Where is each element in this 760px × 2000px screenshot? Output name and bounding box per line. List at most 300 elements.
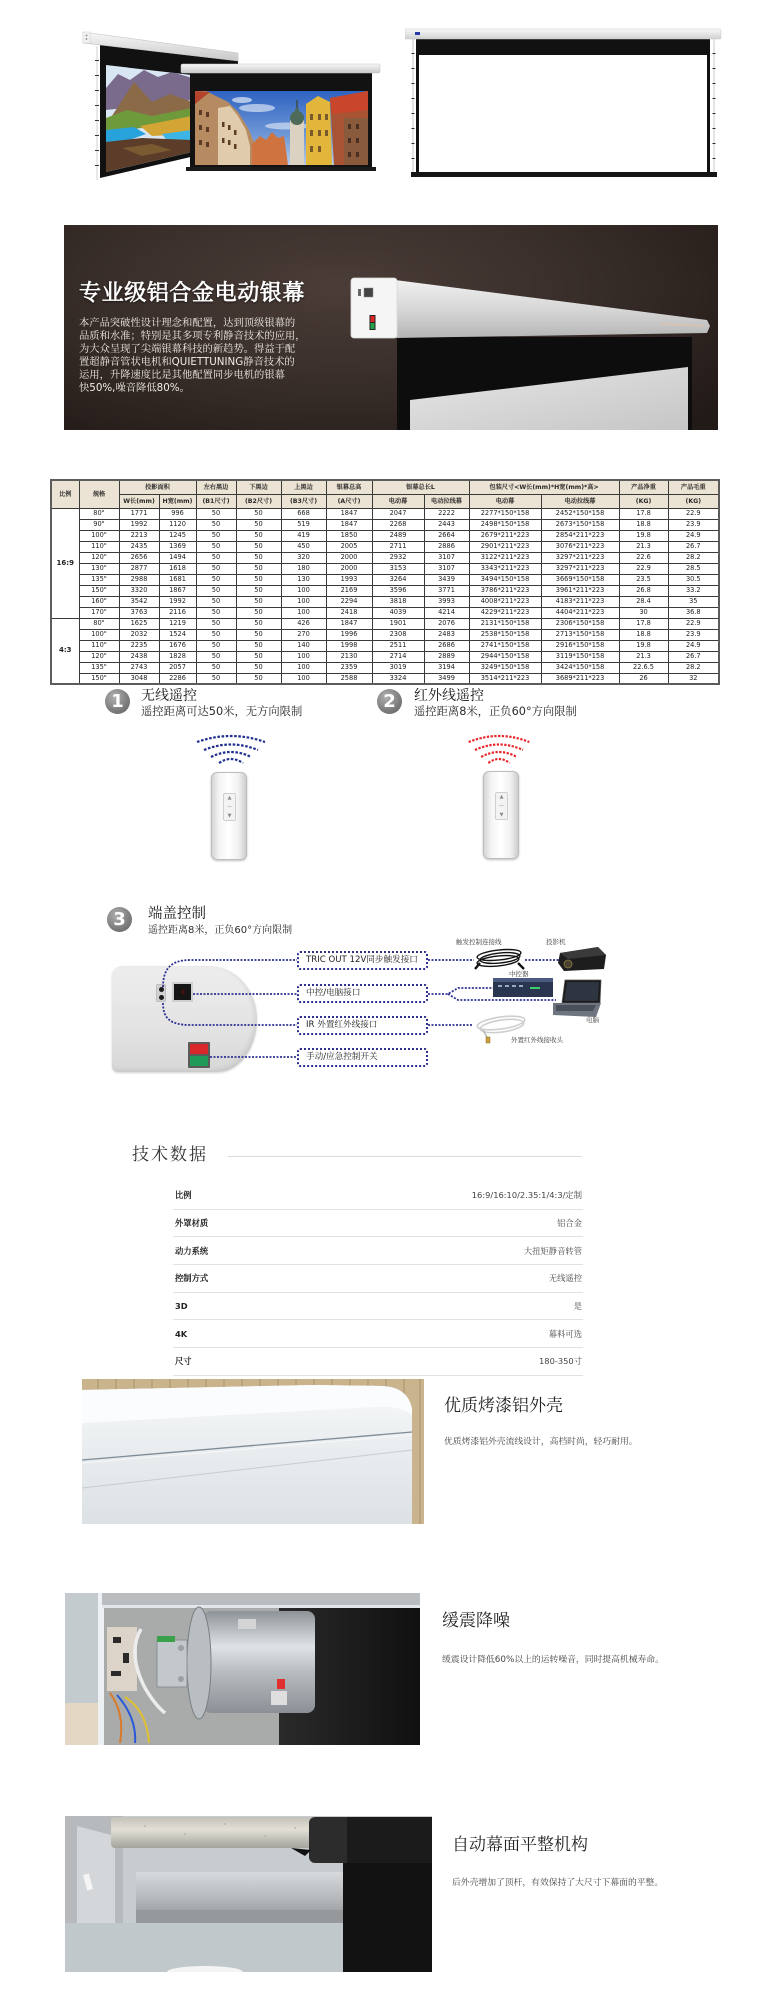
table-cell: 130 xyxy=(281,574,326,585)
table-cell: 3048 xyxy=(119,673,159,684)
table-cell: 100 xyxy=(281,651,326,662)
table-cell: 50 xyxy=(236,574,281,585)
table-cell: 50 xyxy=(196,629,236,640)
table-cell: 3119*150*158 xyxy=(541,651,619,662)
table-cell: 50 xyxy=(196,530,236,541)
projector-icon xyxy=(558,947,606,971)
table-cell: 50 xyxy=(236,552,281,563)
tech-row-3d xyxy=(173,1293,583,1321)
banner-description xyxy=(79,317,339,395)
th-net-weight: 产品净重 xyxy=(619,480,668,494)
step-number-3: 3 xyxy=(107,907,132,932)
table-cell: 3499 xyxy=(424,673,469,684)
table-cell: 50 xyxy=(236,629,281,640)
th-total-length: 银幕总长L xyxy=(372,480,469,494)
table-cell: 50 xyxy=(236,585,281,596)
table-cell: 30 xyxy=(619,607,668,618)
table-cell: 2213 xyxy=(119,530,159,541)
table-cell: 50 xyxy=(196,574,236,585)
table-cell: 1219 xyxy=(159,618,196,629)
tech-value: 幕料可选 xyxy=(548,1328,582,1339)
table-cell: 36.8 xyxy=(668,607,719,618)
header-row xyxy=(51,480,719,494)
table-cell: 23.9 xyxy=(668,519,719,530)
laptop-icon xyxy=(553,980,601,1017)
table-cell: 2000 xyxy=(326,563,372,574)
tech-label: 控制方式 xyxy=(175,1273,209,1284)
table-row xyxy=(51,541,719,552)
table-cell: 419 xyxy=(281,530,326,541)
tech-value: 大扭矩静音转管 xyxy=(523,1245,582,1256)
th-size: 规格 xyxy=(79,480,119,508)
table-cell: 4404*211*223 xyxy=(541,607,619,618)
table-cell: 130" xyxy=(79,563,119,574)
table-cell: 150" xyxy=(79,585,119,596)
table-cell: 100 xyxy=(281,596,326,607)
table-cell: 3019 xyxy=(372,662,424,673)
table-cell: 2306*150*158 xyxy=(541,618,619,629)
table-cell: 110" xyxy=(79,541,119,552)
table-cell: 50 xyxy=(196,563,236,574)
table-cell: 50 xyxy=(196,552,236,563)
table-cell: 3249*150*158 xyxy=(469,662,541,673)
table-cell: 2222 xyxy=(424,508,469,519)
table-cell: 3153 xyxy=(372,563,424,574)
port-manual-switch: 手动/应急控制开关 xyxy=(297,1048,428,1067)
table-cell: 3107 xyxy=(424,552,469,563)
th-gross-unit: (KG) xyxy=(668,494,719,508)
table-cell: 1993 xyxy=(326,574,372,585)
table-cell: 2664 xyxy=(424,530,469,541)
tech-spec-list xyxy=(173,1182,583,1376)
label-projector: 投影机 xyxy=(546,938,566,946)
table-cell: 30.5 xyxy=(668,574,719,585)
wireless-remote xyxy=(211,772,247,860)
table-cell: 3786*211*223 xyxy=(469,585,541,596)
table-cell: 2932 xyxy=(372,552,424,563)
feature-housing-image xyxy=(82,1379,424,1524)
hero-banner xyxy=(64,225,718,430)
step-number-2: 2 xyxy=(377,689,402,714)
table-cell: 50 xyxy=(236,563,281,574)
red-indicator-icon xyxy=(371,316,375,322)
table-cell: 2483 xyxy=(424,629,469,640)
table-cell: 22.6.5 xyxy=(619,662,668,673)
table-cell: 3818 xyxy=(372,596,424,607)
table-cell: 996 xyxy=(159,508,196,519)
table-cell: 26 xyxy=(619,673,668,684)
table-cell: 2268 xyxy=(372,519,424,530)
table-header xyxy=(51,480,719,508)
stop-icon: — xyxy=(499,802,504,809)
table-cell: 3424*150*158 xyxy=(541,662,619,673)
table-cell: 2854*211*223 xyxy=(541,530,619,541)
table-cell: 426 xyxy=(281,618,326,629)
table-cell: 21.3 xyxy=(619,651,668,662)
table-cell: 2944*150*158 xyxy=(469,651,541,662)
table-cell: 2418 xyxy=(326,607,372,618)
table-cell: 3771 xyxy=(424,585,469,596)
table-row xyxy=(51,607,719,618)
brand-logo-icon xyxy=(415,32,420,35)
hero-white-screen-image xyxy=(405,28,723,180)
tech-specs-title: 技术数据 xyxy=(132,1145,208,1165)
table-cell: 2359 xyxy=(326,662,372,673)
table-cell: 50 xyxy=(196,640,236,651)
table-cell: 2130 xyxy=(326,651,372,662)
table-cell: 1847 xyxy=(326,519,372,530)
banner-line: 品质和水准；特别是其多项专利静音技术的应用， xyxy=(79,330,306,342)
table-cell: 17.8 xyxy=(619,508,668,519)
feature-title-flattening: 自动幕面平整机构 xyxy=(452,1835,588,1855)
spec-table-body xyxy=(51,508,719,684)
table-cell: 3122*211*223 xyxy=(469,552,541,563)
table-cell: 3320 xyxy=(119,585,159,596)
th-b1: (B1尺寸) xyxy=(196,494,236,508)
th-bottom-border: 下黑边 xyxy=(236,480,281,494)
table-cell: 4214 xyxy=(424,607,469,618)
table-row xyxy=(51,629,719,640)
control-title-infrared: 红外线遥控 xyxy=(414,688,484,704)
table-cell: 21.3 xyxy=(619,541,668,552)
table-cell: 28.5 xyxy=(668,563,719,574)
table-cell: 1867 xyxy=(159,585,196,596)
control-title-wireless: 无线遥控 xyxy=(141,688,197,704)
table-cell: 17.8 xyxy=(619,618,668,629)
tech-row-control-method xyxy=(173,1265,583,1293)
table-cell: 4183*211*223 xyxy=(541,596,619,607)
table-cell: 2235 xyxy=(119,640,159,651)
control-desc-infrared: 遥控距离8米，正负60°方向限制 xyxy=(414,705,577,718)
table-cell: 3076*211*223 xyxy=(541,541,619,552)
table-cell: 2131*150*158 xyxy=(469,618,541,629)
tech-value: 180-350寸 xyxy=(539,1356,582,1367)
port-ir-external: IR 外置红外线接口 xyxy=(297,1016,428,1035)
table-cell: 4008*211*223 xyxy=(469,596,541,607)
table-cell: 2901*211*223 xyxy=(469,541,541,552)
table-cell: 2005 xyxy=(326,541,372,552)
tech-row-ratio xyxy=(173,1182,583,1210)
label-computer: 电脑 xyxy=(586,1016,599,1024)
table-cell: 2588 xyxy=(326,673,372,684)
label-ir-receiver: 外置红外线接收头 xyxy=(511,1036,563,1044)
table-cell: 3542 xyxy=(119,596,159,607)
tech-value: 是 xyxy=(573,1301,582,1312)
table-cell: 100 xyxy=(281,662,326,673)
table-cell: 2656 xyxy=(119,552,159,563)
table-cell: 519 xyxy=(281,519,326,530)
front-screen-city xyxy=(181,64,380,171)
table-cell: 2452*150*158 xyxy=(541,508,619,519)
label-trigger-cable: 触发控制连接线 xyxy=(456,938,502,946)
table-cell: 135" xyxy=(79,574,119,585)
table-cell: 2988 xyxy=(119,574,159,585)
table-cell: 100 xyxy=(281,673,326,684)
table-row xyxy=(51,563,719,574)
table-cell: 2076 xyxy=(424,618,469,629)
tech-label: 尺寸 xyxy=(175,1356,192,1367)
table-cell: 1828 xyxy=(159,651,196,662)
size-spec-table xyxy=(50,479,720,685)
table-cell: 3669*150*158 xyxy=(541,574,619,585)
table-cell: 50 xyxy=(196,662,236,673)
table-cell: 50 xyxy=(236,530,281,541)
banner-line: 置超静音管状电机和QUIETTUNING静音技术的 xyxy=(79,356,295,368)
wireless-signal-icon xyxy=(194,732,268,766)
table-cell: 3107 xyxy=(424,563,469,574)
table-cell: 120" xyxy=(79,651,119,662)
ratio-group-cell: 4:3 xyxy=(51,618,79,684)
header-row xyxy=(51,494,719,508)
table-cell: 2714 xyxy=(372,651,424,662)
trigger-cable-icon xyxy=(475,948,524,969)
table-cell: 110" xyxy=(79,640,119,651)
table-cell: 24.9 xyxy=(668,530,719,541)
banner-line: 运用，升降速度比是其他配置同步电机的银幕 xyxy=(79,369,285,381)
hero-screens-image xyxy=(82,30,382,182)
table-cell: 1524 xyxy=(159,629,196,640)
connected-devices-image xyxy=(428,935,613,1050)
tech-row-4k xyxy=(173,1320,583,1348)
th-total-height: 银幕总高 xyxy=(326,480,372,494)
table-cell: 3324 xyxy=(372,673,424,684)
table-cell: 19.8 xyxy=(619,640,668,651)
table-cell: 3961*211*223 xyxy=(541,585,619,596)
table-cell: 100 xyxy=(281,585,326,596)
table-cell: 2294 xyxy=(326,596,372,607)
table-cell: 320 xyxy=(281,552,326,563)
table-cell: 90" xyxy=(79,519,119,530)
table-cell: 1847 xyxy=(326,508,372,519)
table-cell: 50 xyxy=(196,618,236,629)
table-cell: 2916*150*158 xyxy=(541,640,619,651)
table-cell: 28.2 xyxy=(668,662,719,673)
table-cell: 2673*150*158 xyxy=(541,519,619,530)
table-cell: 2286 xyxy=(159,673,196,684)
table-cell: 22.9 xyxy=(619,563,668,574)
table-cell: 2116 xyxy=(159,607,196,618)
th-top-border: 上黑边 xyxy=(281,480,326,494)
table-cell: 26.7 xyxy=(668,651,719,662)
table-row xyxy=(51,651,719,662)
table-cell: 3439 xyxy=(424,574,469,585)
table-cell: 50 xyxy=(236,673,281,684)
th-width: W长(mm) xyxy=(119,494,159,508)
control-desc-endcap: 遥控距离8米，正负60°方向限制 xyxy=(148,925,293,936)
feature-desc-housing: 优质烤漆铝外壳流线设计，高档时尚，轻巧耐用。 xyxy=(444,1437,638,1447)
table-cell: 3194 xyxy=(424,662,469,673)
feature-flattening-image xyxy=(65,1816,432,1972)
th-b3: (B3尺寸) xyxy=(281,494,326,508)
table-cell: 140 xyxy=(281,640,326,651)
table-cell: 50 xyxy=(236,662,281,673)
table-cell: 50 xyxy=(196,651,236,662)
table-cell: 100" xyxy=(79,530,119,541)
table-cell: 22.9 xyxy=(668,508,719,519)
table-cell: 1681 xyxy=(159,574,196,585)
th-height: H宽(mm) xyxy=(159,494,196,508)
table-cell: 120" xyxy=(79,552,119,563)
down-arrow-icon: ▼ xyxy=(227,812,232,819)
table-cell: 2443 xyxy=(424,519,469,530)
label-controller: 中控器 xyxy=(509,970,529,978)
tech-label: 动力系统 xyxy=(175,1245,209,1256)
table-cell: 1120 xyxy=(159,519,196,530)
table-row xyxy=(51,585,719,596)
table-cell: 1996 xyxy=(326,629,372,640)
tech-label: 3D xyxy=(175,1301,188,1312)
table-cell: 50 xyxy=(196,607,236,618)
tech-label: 外罩材质 xyxy=(175,1218,209,1229)
table-cell: 2679*211*223 xyxy=(469,530,541,541)
table-cell: 50 xyxy=(196,673,236,684)
table-cell: 2057 xyxy=(159,662,196,673)
table-row xyxy=(51,673,719,684)
table-cell: 22.9 xyxy=(668,618,719,629)
banner-line: 本产品突破性设计理念和配置，达到顶级银幕的 xyxy=(79,317,296,329)
table-row xyxy=(51,519,719,530)
table-cell: 23.5 xyxy=(619,574,668,585)
th-pkg-electric-tab: 电动拉线幕 xyxy=(541,494,619,508)
table-cell: 1676 xyxy=(159,640,196,651)
up-arrow-icon: ▲ xyxy=(499,794,504,801)
table-cell: 2438 xyxy=(119,651,159,662)
table-cell: 33.2 xyxy=(668,585,719,596)
table-cell: 2711 xyxy=(372,541,424,552)
title-divider xyxy=(228,1156,582,1157)
table-cell: 668 xyxy=(281,508,326,519)
table-cell: 50 xyxy=(236,596,281,607)
table-cell: 2713*150*158 xyxy=(541,629,619,640)
table-cell: 1618 xyxy=(159,563,196,574)
table-cell: 50 xyxy=(236,640,281,651)
control-desc-wireless: 遥控距离可达50米，无方向限制 xyxy=(141,705,303,718)
table-cell: 50 xyxy=(196,508,236,519)
feature-desc-damping: 缓震设计降低60%以上的运转噪音，同时提高机械寿命。 xyxy=(442,1655,664,1665)
table-row xyxy=(51,640,719,651)
feature-desc-flattening: 后外壳增加了顶杆，有效保持了大尺寸下幕面的平整。 xyxy=(452,1878,664,1888)
table-cell: 2047 xyxy=(372,508,424,519)
table-cell: 170" xyxy=(79,607,119,618)
banner-line: 快50%,噪音降低80%。 xyxy=(79,382,190,394)
th-b2: (B2尺寸) xyxy=(236,494,281,508)
table-row xyxy=(51,508,719,519)
feature-title-damping: 缓震降噪 xyxy=(442,1611,510,1631)
table-cell: 3494*150*158 xyxy=(469,574,541,585)
table-cell: 270 xyxy=(281,629,326,640)
table-cell: 2498*150*158 xyxy=(469,519,541,530)
tech-row-size xyxy=(173,1348,583,1376)
table-cell: 28.4 xyxy=(619,596,668,607)
banner-line: 为大众呈现了尖端银幕科技的新趋势。得益于配 xyxy=(79,343,296,355)
tech-value: 无线遥控 xyxy=(548,1273,582,1284)
th-gross-weight: 产品毛重 xyxy=(668,480,719,494)
th-ratio: 比例 xyxy=(51,480,79,508)
table-cell: 1992 xyxy=(159,596,196,607)
table-cell: 2435 xyxy=(119,541,159,552)
table-cell: 50 xyxy=(236,618,281,629)
table-cell: 150" xyxy=(79,673,119,684)
table-cell: 2308 xyxy=(372,629,424,640)
feature-title-housing: 优质烤漆铝外壳 xyxy=(444,1396,563,1416)
table-cell: 2000 xyxy=(326,552,372,563)
table-cell: 23.9 xyxy=(668,629,719,640)
table-cell: 2169 xyxy=(326,585,372,596)
controller-icon xyxy=(493,978,553,997)
table-row xyxy=(51,552,719,563)
table-cell: 50 xyxy=(196,541,236,552)
table-cell: 2743 xyxy=(119,662,159,673)
table-cell: 3297*211*223 xyxy=(541,552,619,563)
th-length-electric-tab: 电动拉线幕 xyxy=(424,494,469,508)
th-net-unit: (KG) xyxy=(619,494,668,508)
table-cell: 50 xyxy=(236,541,281,552)
table-cell: 2877 xyxy=(119,563,159,574)
table-cell: 1245 xyxy=(159,530,196,541)
th-projection-area: 投影面积 xyxy=(119,480,196,494)
table-cell: 19.8 xyxy=(619,530,668,541)
table-row xyxy=(51,530,719,541)
table-cell: 32 xyxy=(668,673,719,684)
table-cell: 28.2 xyxy=(668,552,719,563)
th-side-border: 左右黑边 xyxy=(196,480,236,494)
table-cell: 100 xyxy=(281,607,326,618)
th-length-electric: 电动幕 xyxy=(372,494,424,508)
step-number-1: 1 xyxy=(105,689,130,714)
table-cell: 50 xyxy=(236,651,281,662)
table-cell: 50 xyxy=(196,596,236,607)
stop-icon: — xyxy=(227,803,232,810)
table-cell: 50 xyxy=(236,607,281,618)
table-cell: 3689*211*223 xyxy=(541,673,619,684)
table-row xyxy=(51,662,719,673)
table-cell: 80" xyxy=(79,508,119,519)
table-cell: 2686 xyxy=(424,640,469,651)
table-cell: 2741*150*158 xyxy=(469,640,541,651)
table-cell: 1901 xyxy=(372,618,424,629)
table-cell: 3264 xyxy=(372,574,424,585)
port-control-computer: 中控/电脑接口 xyxy=(297,984,428,1003)
table-cell: 50 xyxy=(236,508,281,519)
tech-row-housing-material xyxy=(173,1210,583,1238)
tech-label: 4K xyxy=(175,1328,188,1339)
green-indicator-icon xyxy=(371,323,375,329)
th-a: (A尺寸) xyxy=(326,494,372,508)
table-cell: 50 xyxy=(196,585,236,596)
table-cell: 26.8 xyxy=(619,585,668,596)
infrared-signal-icon xyxy=(466,732,532,766)
table-cell: 18.8 xyxy=(619,629,668,640)
infrared-remote xyxy=(483,771,519,859)
tech-value: 16:9/16:10/2.35:1/4:3/定制 xyxy=(471,1190,582,1201)
table-row xyxy=(51,618,719,629)
table-cell: 2511 xyxy=(372,640,424,651)
table-cell: 50 xyxy=(236,519,281,530)
table-cell: 1369 xyxy=(159,541,196,552)
banner-title: 专业级铝合金电动银幕 xyxy=(79,281,306,306)
table-cell: 2886 xyxy=(424,541,469,552)
table-cell: 26.7 xyxy=(668,541,719,552)
table-cell: 1625 xyxy=(119,618,159,629)
table-row xyxy=(51,596,719,607)
table-cell: 1494 xyxy=(159,552,196,563)
table-cell: 1847 xyxy=(326,618,372,629)
table-cell: 35 xyxy=(668,596,719,607)
table-cell: 50 xyxy=(196,519,236,530)
up-arrow-icon: ▲ xyxy=(227,795,232,802)
table-cell: 2032 xyxy=(119,629,159,640)
tech-row-drive-system xyxy=(173,1237,583,1265)
